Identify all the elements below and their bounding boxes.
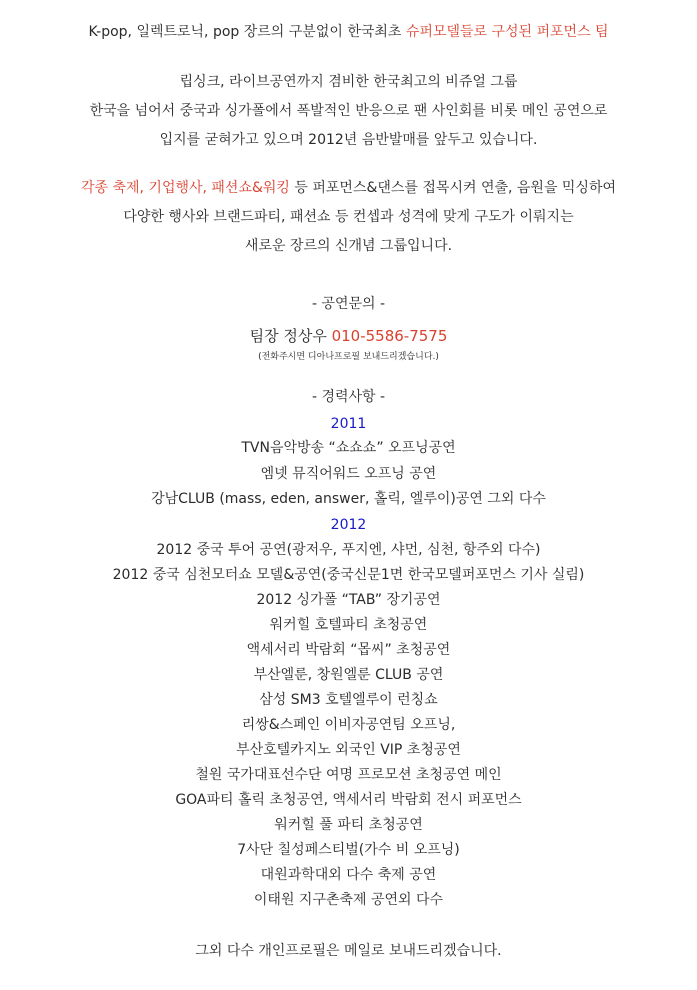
career-heading: - 경력사항 - — [311, 389, 386, 405]
career-item: 2012 중국 심천모터쇼 모델&공연(중국신문1면 한국모델퍼포먼스 기사 실림) — [112, 567, 585, 583]
career-item: 삼성 SM3 호텔엘루이 런칭쇼 — [259, 692, 438, 708]
contact-note: (전화주시면 디아나프로필 보내드리겠습니다.) — [258, 352, 439, 362]
career-item: 이태원 지구촌축제 공연외 다수 — [253, 892, 444, 908]
paragraph1-line: 한국을 넘어서 중국과 싱가폴에서 폭발적인 반응으로 팬 사인회를 비롯 메인 공연으로 — [89, 103, 608, 119]
career-item: 리쌍&스페인 이비자공연팀 오프닝, — [241, 717, 456, 733]
paragraph2-line: 다양한 행사와 브랜드파티, 패션쇼 등 컨셉과 성격에 맞게 구도가 이뤄지는 — [123, 209, 574, 225]
contact-name: 팀장 정상우 — [249, 327, 332, 345]
career-item: 대원과학대외 다수 축제 공연 — [260, 867, 437, 883]
career-item: 액세서리 박람회 “몹씨” 초청공연 — [246, 642, 451, 658]
career-item: 엠넷 뮤직어워드 오프닝 공연 — [260, 466, 437, 482]
intro-text: K-pop, 일렉트로닉, pop 장르의 구분없이 한국최초 — [88, 24, 406, 40]
contact-line — [0, 326, 697, 346]
year-2011: 2011 — [330, 416, 367, 432]
career-item: 강남CLUB (mass, eden, answer, 홀릭, 엘루이)공연 그외 다수 — [151, 491, 546, 507]
career-item: GOA파티 홀릭 초청공연, 액세서리 박람회 전시 퍼포먼스 — [175, 792, 522, 808]
paragraph2-line — [0, 178, 697, 198]
paragraph1-line: 립싱크, 라이브공연까지 겸비한 한국최고의 비쥬얼 그룹 — [179, 74, 518, 90]
paragraph2-highlight: 각종 축제, 기업행사, 패션쇼&워킹 — [80, 180, 290, 196]
paragraph2-line: 새로운 장르의 신개념 그룹입니다. — [244, 238, 453, 254]
career-item: 워커힐 호텔파티 초청공연 — [269, 617, 428, 633]
career-item: 2012 싱가폴 “TAB” 장기공연 — [256, 592, 441, 608]
career-item: 워커힐 풀 파티 초청공연 — [274, 817, 423, 833]
intro-line — [0, 22, 697, 42]
paragraph1-line: 입지를 굳혀가고 있으며 2012년 음반발매를 앞두고 있습니다. — [159, 132, 538, 148]
career-item: 철원 국가대표선수단 여명 프로모션 초청공연 메인 — [195, 767, 502, 783]
footer-note: 그외 다수 개인프로필은 메일로 보내드리겠습니다. — [195, 943, 502, 959]
contact-phone: 010-5586-7575 — [331, 327, 448, 345]
career-item: TVN음악방송 “쇼쇼쇼” 오프닝공연 — [241, 440, 456, 456]
intro-highlight: 슈퍼모델들로 구성된 퍼포먼스 팀 — [405, 24, 609, 40]
contact-heading: - 공연문의 - — [311, 296, 386, 312]
career-item: 2012 중국 투어 공연(광저우, 푸지엔, 샤먼, 심천, 항주외 다수) — [156, 542, 541, 558]
career-item: 7사단 칠성페스티벌(가수 비 오프닝) — [237, 842, 460, 858]
career-item: 부산엘룬, 창원엘룬 CLUB 공연 — [253, 667, 444, 683]
career-item: 부산호텔카지노 외국인 VIP 초청공연 — [236, 742, 461, 758]
year-2012: 2012 — [330, 517, 367, 533]
paragraph2-text: 등 퍼포먼스&댄스를 접목시켜 연출, 음원을 믹싱하여 — [289, 180, 617, 196]
